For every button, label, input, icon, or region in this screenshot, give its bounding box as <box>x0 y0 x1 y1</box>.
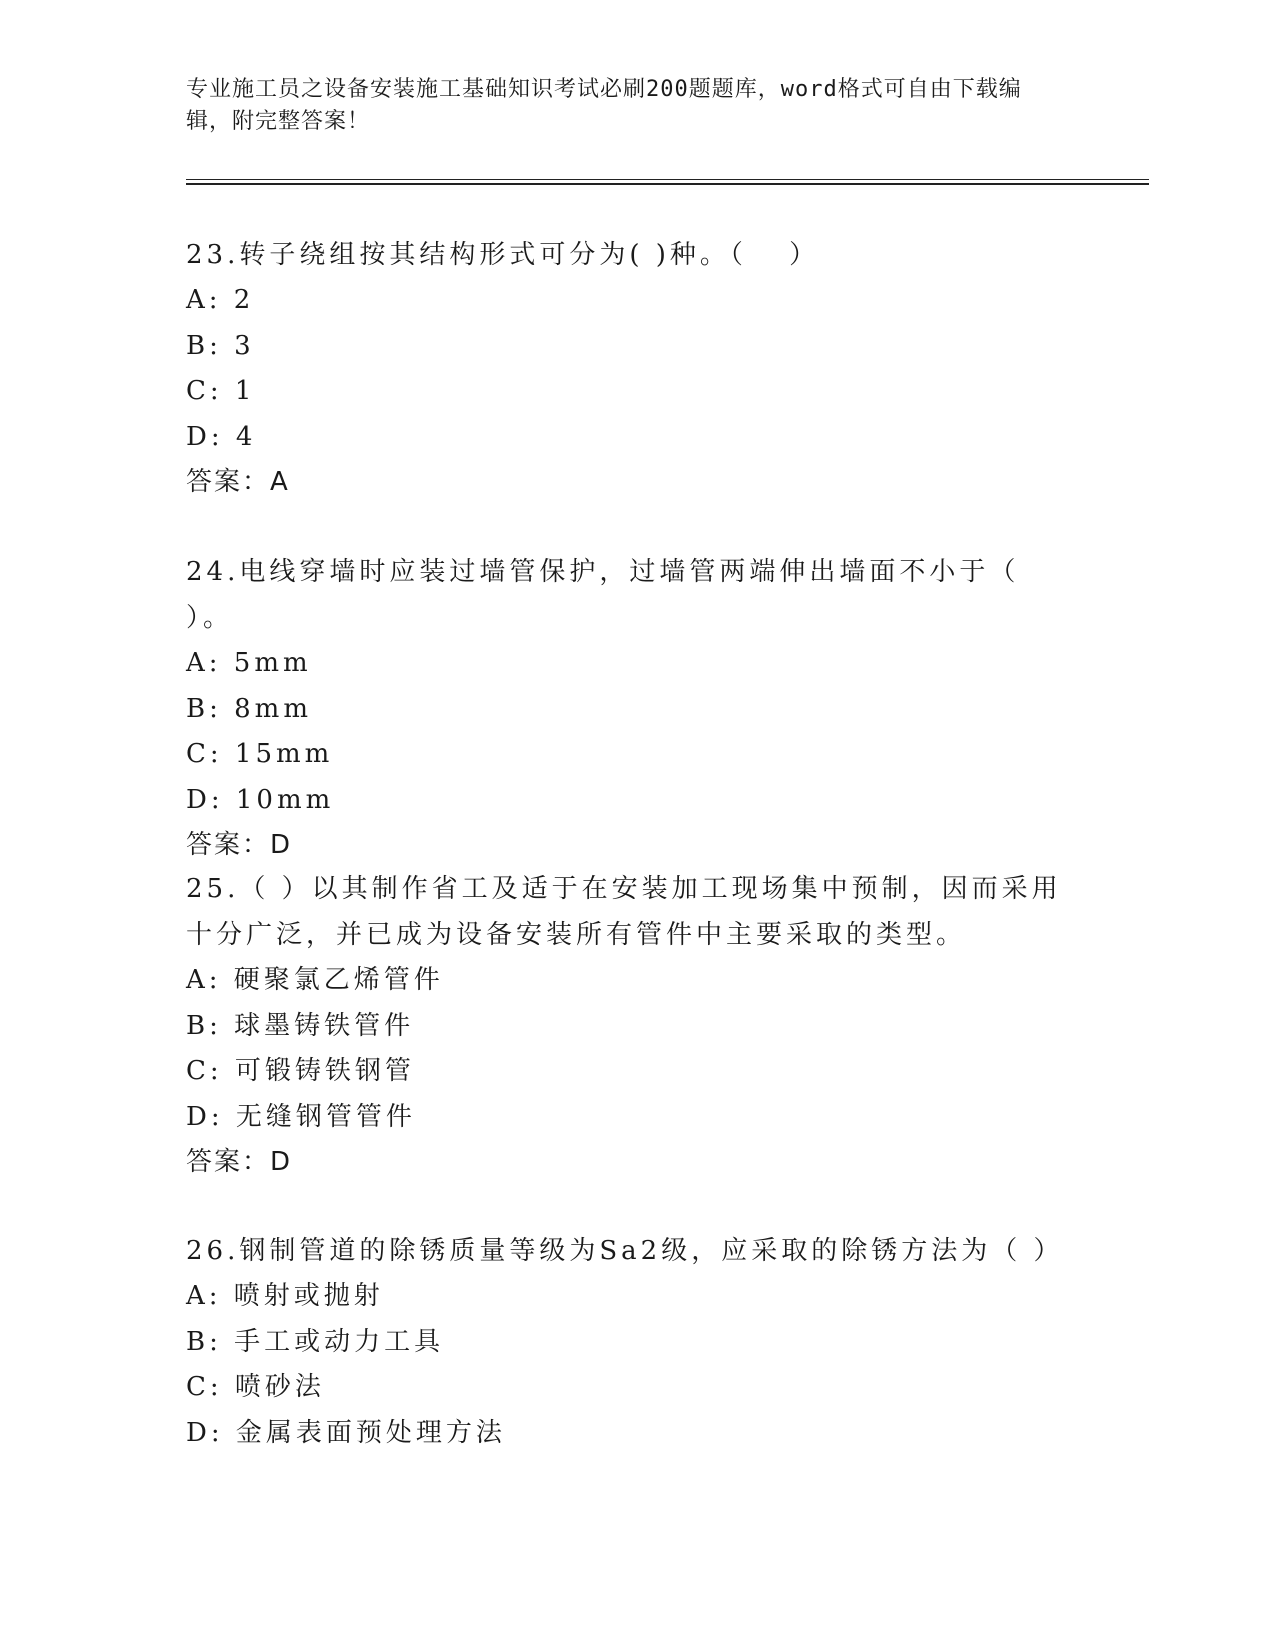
option-a: A: 2 <box>186 285 255 315</box>
option-b: B: 3 <box>186 330 255 361</box>
question-26 <box>186 1228 1066 1456</box>
header-divider-thin <box>186 179 1149 180</box>
option-b: B: 8mm <box>186 693 312 724</box>
option-d: D: 10mm <box>186 784 335 815</box>
question-24 <box>186 549 1066 867</box>
option-c: C: 可锻铸铁钢管 <box>186 1056 415 1086</box>
option-d: D: 无缝钢管管件 <box>186 1101 416 1132</box>
option-d: D: 4 <box>186 421 257 452</box>
option-c: C: 15mm <box>186 739 334 769</box>
option-a: A: 5mm <box>186 648 312 678</box>
document-header: 专业施工员之设备安装施工基础知识考试必刷200题题库，word格式可自由下载编辑，附完整答案！ <box>186 77 1022 134</box>
option-d: D: 金属表面预处理方法 <box>186 1417 506 1448</box>
option-a: A: 硬聚氯乙烯管件 <box>186 965 444 995</box>
option-b: B: 球墨铸铁管件 <box>186 1010 415 1041</box>
header-divider-thick <box>186 183 1149 185</box>
answer: 答案：D <box>186 830 293 860</box>
option-c: C: 喷砂法 <box>186 1372 325 1402</box>
question-text: 25.（ ）以其制作省工及适于在安装加工现场集中预制，因而采用十分广泛，并已成为设备安装所有管件中主要采取的类型。 <box>186 874 1062 950</box>
option-a: A: 喷射或抛射 <box>186 1281 384 1311</box>
question-text: 26.钢制管道的除锈质量等级为Sa2级，应采取的除锈方法为（ ） <box>186 1236 1064 1266</box>
question-text: 24.电线穿墙时应装过墙管保护，过墙管两端伸出墙面不小于（ ）。 <box>186 557 1020 633</box>
question-text: 23.转子绕组按其结构形式可分为( )种。（ ） <box>186 240 820 270</box>
question-23 <box>186 232 1066 504</box>
answer: 答案：D <box>186 1147 293 1177</box>
option-b: B: 手工或动力工具 <box>186 1326 445 1357</box>
answer: 答案：A <box>186 467 290 497</box>
question-25 <box>186 866 1066 1184</box>
option-c: C: 1 <box>186 376 256 406</box>
